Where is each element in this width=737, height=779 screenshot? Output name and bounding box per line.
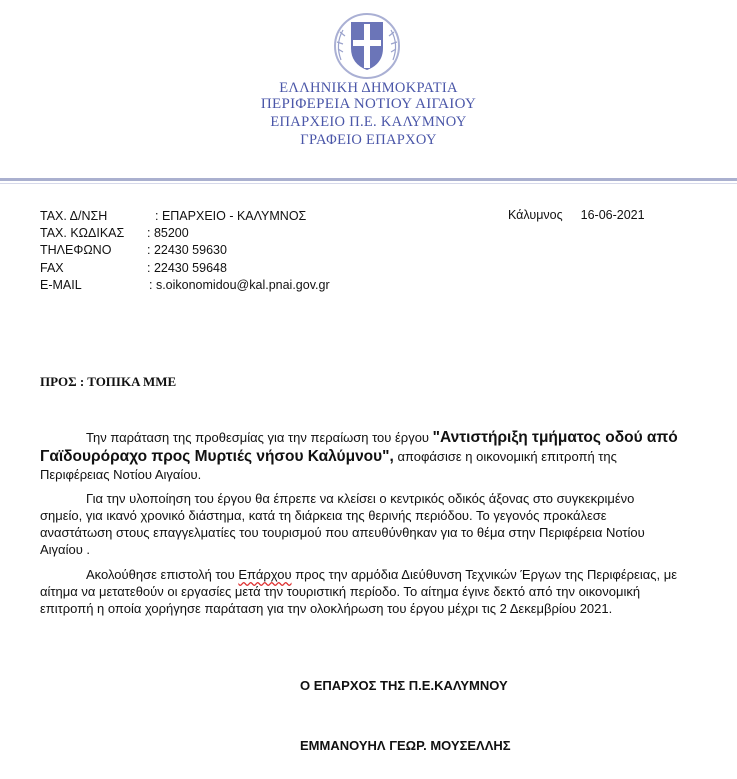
paragraph-1-start: Την παράταση της προθεσμίας για την περαίωση του έργου bbox=[86, 430, 433, 445]
address-label: ΤΑΧ. Δ/ΝΣΗ bbox=[40, 209, 108, 223]
phone-value: : 22430 59630 bbox=[147, 243, 227, 257]
fax-label: FAX bbox=[40, 261, 64, 275]
paragraph-2-text: Για την υλοποίηση του έργου θα έπρεπε να κλείσει ο κεντρικός οδικός άξονας στο συγκεκριμένο σημείο, για ικανό χρονικό διάστημα, κατά τη διάρκεια της θερινής περιόδου. Το γεγονός προκάλεσε αναστάτωση στους επαγγελματίες του τουρισμού που απευθύνθηκαν για το θέμα στην Περιφέρεια Νοτίου Αιγαίου . bbox=[40, 491, 645, 557]
divider bbox=[0, 178, 737, 181]
email-value: : s.oikonomidou@kal.pnai.gov.gr bbox=[149, 278, 330, 292]
address-value: : ΕΠΑΡΧΕΙΟ - ΚΑΛΥΜΝΟΣ bbox=[155, 209, 307, 223]
divider bbox=[0, 183, 737, 184]
signature-name: ΕΜΜΑΝΟΥΗΛ ΓΕΩΡ. ΜΟΥΣΕΛΛΗΣ bbox=[300, 738, 511, 753]
paragraph-3-eparchos: Επάρχου bbox=[238, 567, 292, 582]
phone-label: ΤΗΛΕΦΩΝΟ bbox=[40, 243, 112, 257]
postcode-label: ΤΑΧ. ΚΩΔΙΚΑΣ bbox=[40, 226, 125, 240]
paragraph-3 bbox=[40, 566, 680, 617]
recipient: ΠΡΟΣ : ΤΟΠΙΚΑ ΜΜΕ bbox=[40, 374, 177, 389]
paragraph-3-start: Ακολούθησε επιστολή του bbox=[86, 567, 239, 582]
header-line-2: ΠΕΡΙΦΕΡΕΙΑ ΝΟΤΙΟΥ ΑΙΓΑΙΟΥ bbox=[260, 96, 477, 112]
date: 16-06-2021 bbox=[580, 208, 645, 222]
project-title: "Αντιστήριξη τμήματος οδού από Γαϊδουρόραχο προς Μυρτιές νήσου Καλύμνου", bbox=[40, 429, 678, 465]
paragraph-1-end: αποφάσισε η οικονομική επιτροπή της Περιφέρειας Νοτίου Αιγαίου. bbox=[40, 449, 617, 482]
header-line-3: ΕΠΑΡΧΕΙΟ Π.Ε. ΚΑΛΥΜΝΟΥ bbox=[270, 114, 467, 130]
email-label: E-MAIL bbox=[40, 278, 82, 292]
header-line-4: ΓΡΑΦΕΙΟ ΕΠΑΡΧΟΥ bbox=[300, 132, 437, 148]
paragraph-3-end: προς την αρμόδια Διεύθυνση Τεχνικών Έργων της Περιφέρειας, με αίτημα να μετατεθούν οι εργασίες μετά την τουριστική περίοδο. Το αίτημα έγινε δεκτό από την οικονομική επιτροπή η οποία χορήγησε παράταση για την ολοκλήρωση του έργου μέχρι τις 2 Δεκεμβρίου 2021. bbox=[40, 567, 678, 616]
header-line-1: ΕΛΛΗΝΙΚΗ ΔΗΜΟΚΡΑΤΙΑ bbox=[279, 80, 458, 96]
fax-value: : 22430 59648 bbox=[147, 261, 227, 275]
paragraph-2 bbox=[40, 490, 680, 558]
place: Κάλυμνος bbox=[508, 208, 563, 222]
paragraph-1 bbox=[40, 428, 680, 483]
postcode-value: : 85200 bbox=[147, 226, 189, 240]
signature-title: Ο ΕΠΑΡΧΟΣ ΤΗΣ Π.Ε.ΚΑΛΥΜΝΟΥ bbox=[300, 678, 508, 693]
greek-emblem-icon bbox=[331, 8, 403, 80]
place-date bbox=[508, 208, 663, 222]
